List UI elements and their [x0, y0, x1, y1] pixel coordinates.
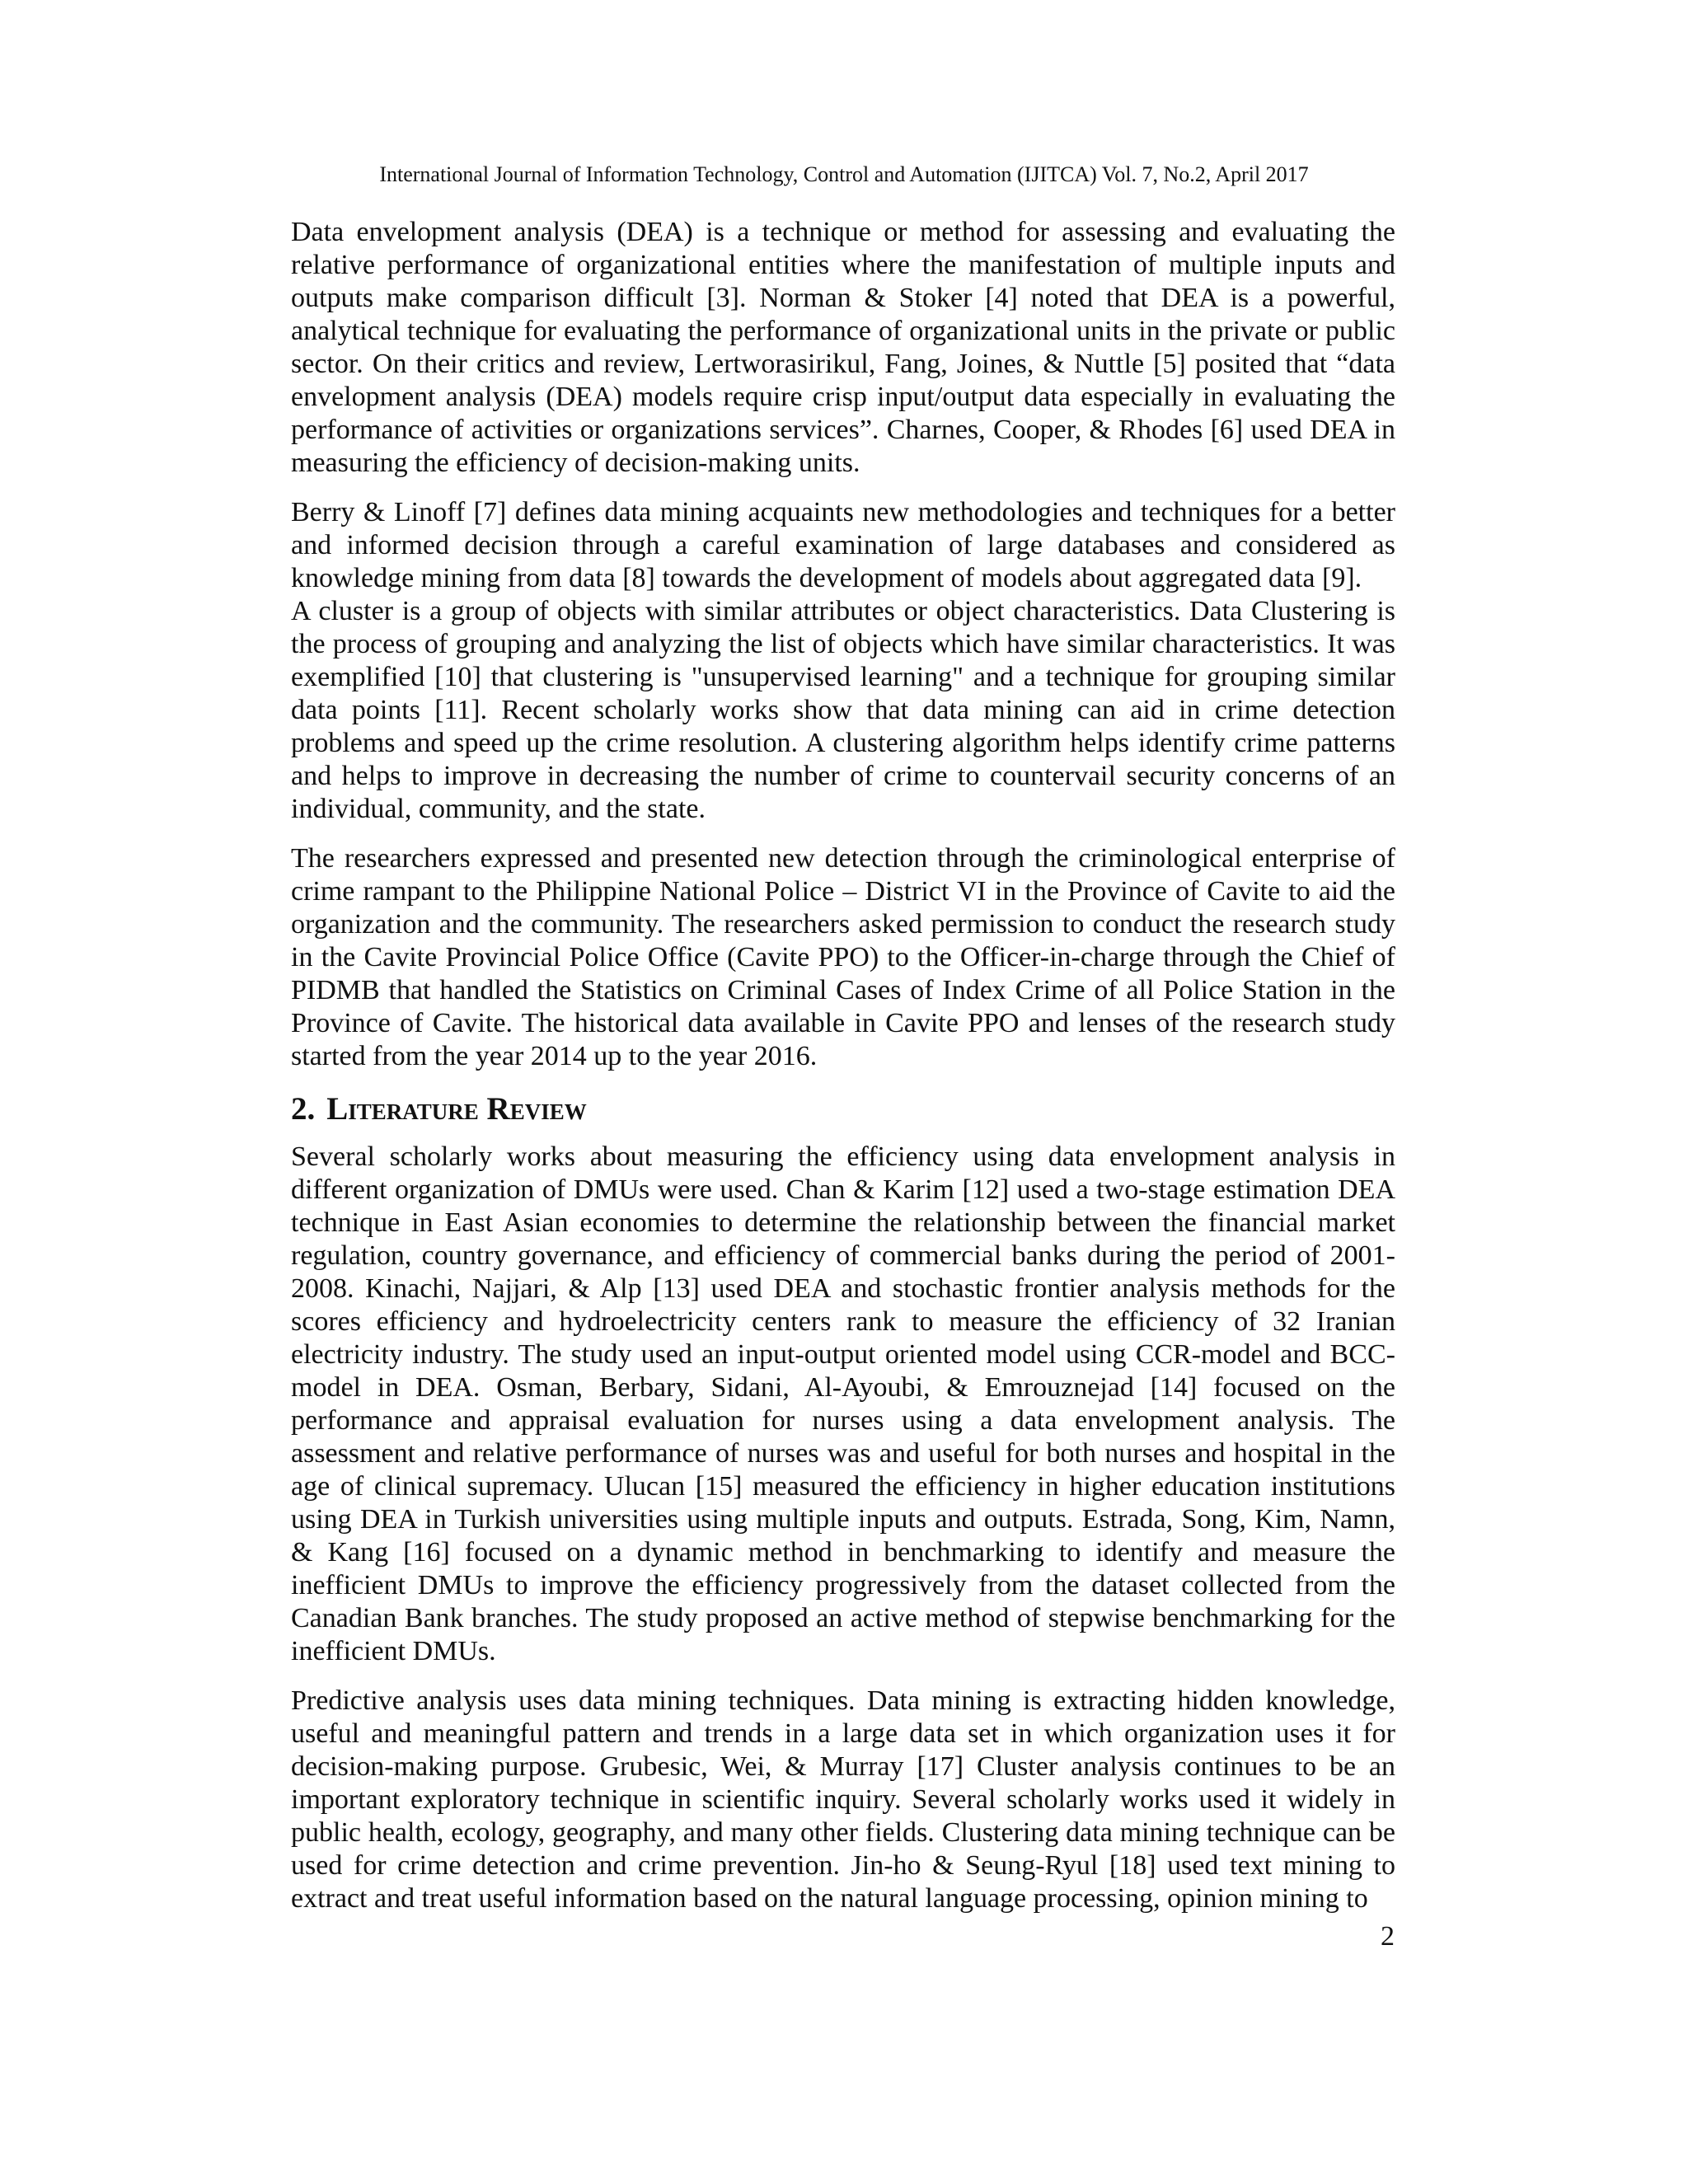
paragraph-data-mining: Berry & Linoff [7] defines data mining acquaints new methodologies and techniques for a better and informed decision through a careful examination of large databases and considered as knowledge mining from data [8] towards the development of models about aggregated data [9]. — [291, 497, 1395, 593]
paragraph-predictive-analysis: Predictive analysis uses data mining techniques. Data mining is extracting hidden knowledge, useful and meaningful pattern and trends in a large data set in which organization uses it for decision-making purpose. Grubesic, Wei, & Murray [17] Cluster analysis continues to be an important exploratory technique in scientific inquiry. Several scholarly works used it widely in public health, ecology, geography, and many other fields. Clustering data mining technique can be used for crime detection and crime prevention. Jin-ho & Seung-Ryul [18] used text mining to extract and treat useful information based on the natural language processing, opinion mining to — [291, 1685, 1395, 1914]
paragraph-dea-definition: Data envelopment analysis (DEA) is a technique or method for assessing and evaluating the relative performance of organizational entities where the manifestation of multiple inputs and outputs make comparison difficult [3]. Norman & Stoker [4] noted that DEA is a powerful, analytical technique for evaluating the performance of organizational units in the private or public sector. On their critics and review, Lertworasirikul, Fang, Joines, & Nuttle [5] posited that “data envelopment analysis (DEA) models require crisp input/output data especially in evaluating the performance of activities or organizations services”. Charnes, Cooper, & Rhodes [6] used DEA in measuring the efficiency of decision-making units. — [291, 217, 1395, 478]
running-head: International Journal of Information Technology, Control and Automation (IJITCA) Vol. 7, No.2, April 2017 — [379, 162, 1309, 186]
section-number: 2. — [291, 1091, 316, 1127]
paragraph-research-context: The researchers expressed and presented new detection through the criminological enterprise of crime rampant to the Philippine National Police – District VI in the Province of Cavite to aid the organization and the community. The researchers asked permission to conduct the research study in the Cavite Provincial Police Office (Cavite PPO) to the Officer-in-charge through the Chief of PIDMB that handled the Statistics on Criminal Cases of Index Crime of all Police Station in the Province of Cavite. The historical data available in Cavite PPO and lenses of the research study started from the year 2014 up to the year 2016. — [291, 843, 1395, 1071]
section-title: Literature Review — [326, 1091, 587, 1127]
paragraph-clustering: A cluster is a group of objects with similar attributes or object characteristics. Data Clustering is the process of grouping and analyzing the list of objects which have similar characteristics. It was exemplified [10] that clustering is "unsupervised learning" and a technique for grouping similar data points [11]. Recent scholarly works show that data mining can aid in crime detection problems and speed up the crime resolution. A clustering algorithm helps identify crime patterns and helps to improve in decreasing the number of crime to countervail security concerns of an individual, community, and the state. — [291, 596, 1395, 824]
paragraph-dea-literature: Several scholarly works about measuring the efficiency using data envelopment analysis in different organization of DMUs were used. Chan & Karim [12] used a two-stage estimation DEA technique in East Asian economies to determine the relationship between the financial market regulation, country governance, and efficiency of commercial banks during the period of 2001-2008. Kinachi, Najjari, & Alp [13] used DEA and stochastic frontier analysis methods for the scores efficiency and hydroelectricity centers rank to measure the efficiency of 32 Iranian electricity industry. The study used an input-output oriented model using CCR-model and BCC-model in DEA. Osman, Berbary, Sidani, Al-Ayoubi, & Emrouznejad [14] focused on the performance and appraisal evaluation for nurses using a data envelopment analysis. The assessment and relative performance of nurses was and useful for both nurses and hospital in the age of clinical supremacy. Ulucan [15] measured the efficiency in higher education institutions using DEA in Turkish universities using multiple inputs and outputs. Estrada, Song, Kim, Namn, & Kang [16] focused on a dynamic method in benchmarking to identify and measure the inefficient DMUs to improve the efficiency progressively from the dataset collected from the Canadian Bank branches. The study proposed an active method of stepwise benchmarking for the inefficient DMUs. — [291, 1141, 1395, 1666]
page-number: 2 — [1381, 1921, 1395, 1952]
section-heading-literature-review — [291, 1090, 1395, 1129]
body-text — [291, 216, 1395, 1932]
